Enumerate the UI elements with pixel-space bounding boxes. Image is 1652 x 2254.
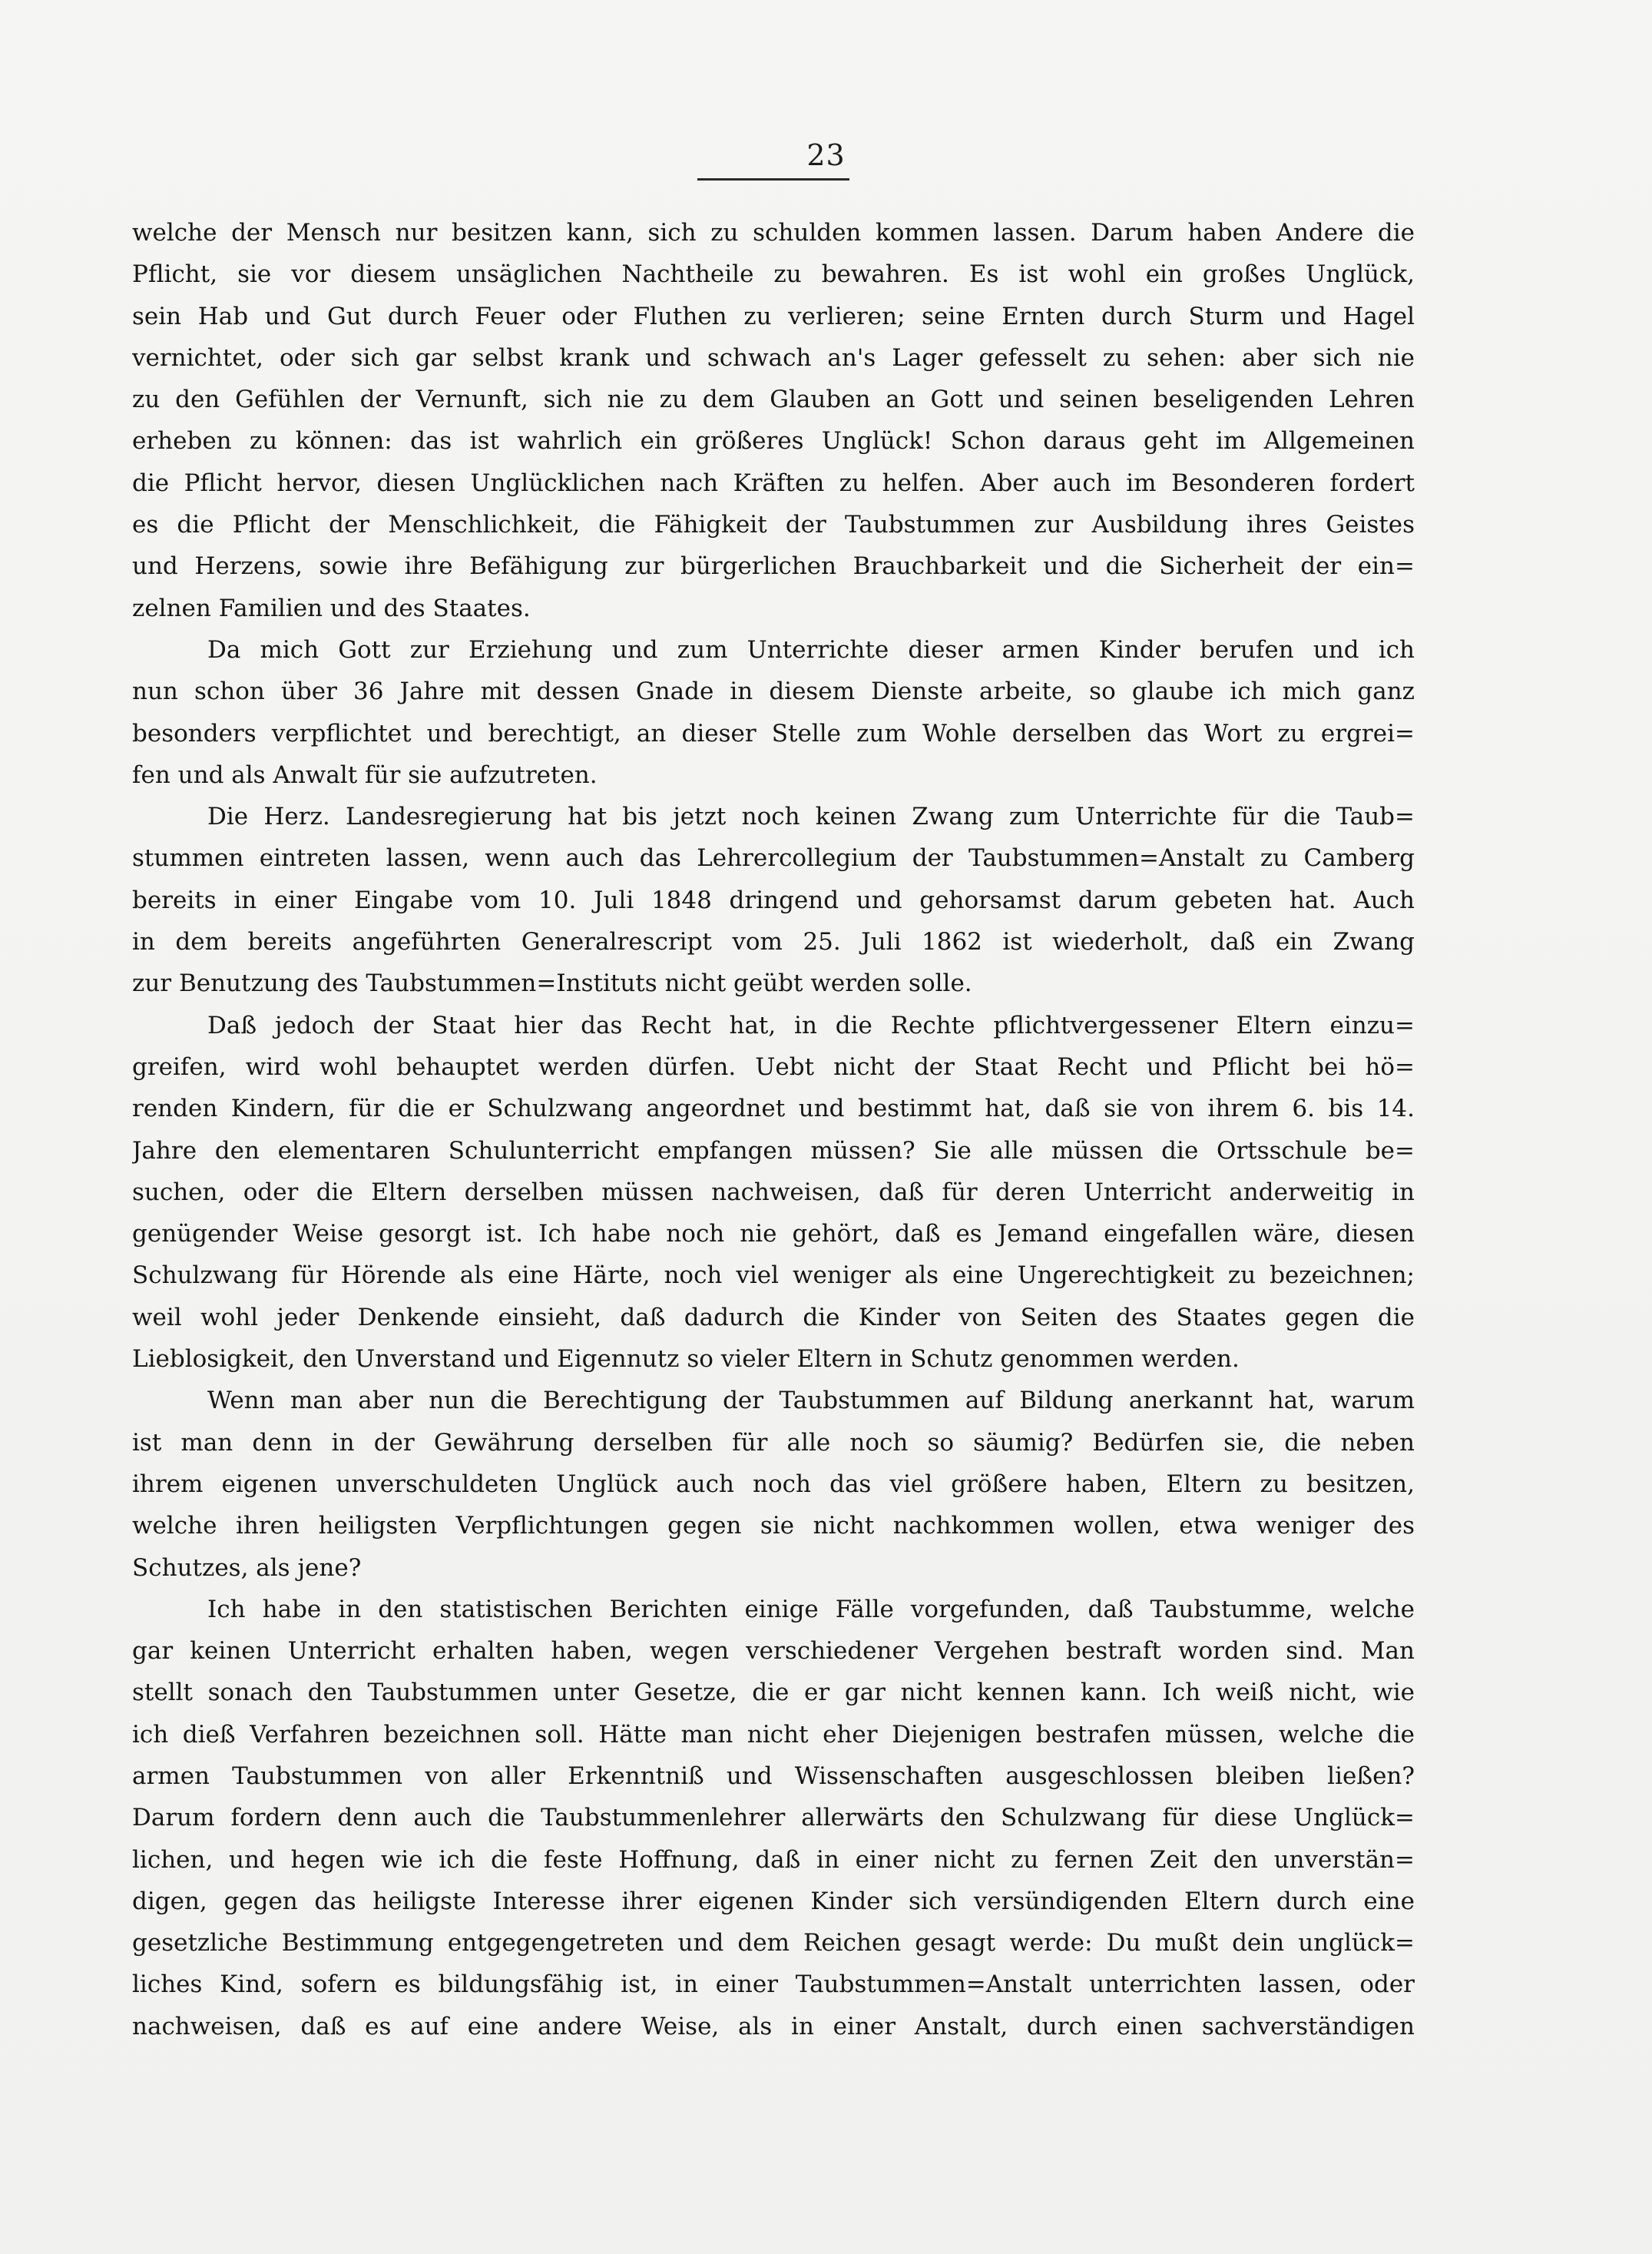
text-line: genügender Weise gesorgt ist. Ich habe noch nie gehört, daß es Jemand eingefallen wäre, diesen bbox=[132, 1220, 1415, 1248]
body-text bbox=[132, 212, 1415, 2047]
text-line: weil wohl jeder Denkende einsieht, daß dadurch die Kinder von Seiten des Staates gegen die bbox=[132, 1303, 1415, 1331]
paragraph bbox=[132, 629, 1415, 796]
text-line: digen, gegen das heiligste Interesse ihrer eigenen Kinder sich versündigenden Eltern durch eine bbox=[132, 1887, 1415, 1915]
text-line: Jahre den elementaren Schulunterricht empfangen müssen? Sie alle müssen die Ortsschule be= bbox=[132, 1136, 1415, 1165]
text-line: armen Taubstummen von aller Erkenntniß und Wissenschaften ausgeschlossen bleiben ließen? bbox=[132, 1762, 1415, 1790]
text-line: bereits in einer Eingabe vom 10. Juli 1848 dringend und gehorsamst darum gebeten hat. Auch bbox=[132, 886, 1415, 914]
text-line: liches Kind, sofern es bildungsfähig ist, in einer Taubstummen=Anstalt unterrichten lassen, oder bbox=[132, 1971, 1415, 1999]
text-line: ihrem eigenen unverschuldeten Unglück auch noch das viel größere haben, Eltern zu besitzen, bbox=[132, 1470, 1415, 1498]
text-line: Darum fordern denn auch die Taubstummenlehrer allerwärts den Schulzwang für diese Unglück= bbox=[132, 1804, 1415, 1832]
paragraph bbox=[132, 796, 1415, 1004]
text-line: stellt sonach den Taubstummen unter Gesetze, die er gar nicht kennen kann. Ich weiß nicht, wie bbox=[132, 1679, 1415, 1707]
text-line: erheben zu können: das ist wahrlich ein größeres Unglück! Schon daraus geht im Allgemeinen bbox=[132, 427, 1415, 456]
text-line: besonders verpflichtet und berechtigt, an dieser Stelle zum Wohle derselben das Wort zu ergrei= bbox=[132, 719, 1415, 747]
text-line: und Herzens, sowie ihre Befähigung zur bürgerlichen Brauchbarkeit und die Sicherheit der ein= bbox=[132, 552, 1415, 581]
text-line: gesetzliche Bestimmung entgegengetreten und dem Reichen gesagt werde: Du mußt dein unglück= bbox=[132, 1929, 1415, 1957]
text-line: suchen, oder die Eltern derselben müssen nachweisen, daß für deren Unterricht anderweitig in bbox=[132, 1178, 1415, 1206]
text-line: gar keinen Unterricht erhalten haben, wegen verschiedener Vergehen bestraft worden sind. Man bbox=[132, 1637, 1415, 1666]
text-line: nachweisen, daß es auf eine andere Weise, als in einer Anstalt, durch einen sachverständigen bbox=[132, 2012, 1415, 2040]
text-line: fen und als Anwalt für sie aufzutreten. bbox=[132, 761, 598, 789]
text-line: renden Kindern, für die er Schulzwang angeordnet und bestimmt hat, daß sie von ihrem 6. bis 14. bbox=[132, 1095, 1415, 1123]
text-line: die Pflicht hervor, diesen Unglücklichen nach Kräften zu helfen. Aber auch im Besonderen fordert bbox=[132, 469, 1415, 497]
text-line: welche ihren heiligsten Verpflichtungen gegen sie nicht nachkommen wollen, etwa weniger des bbox=[132, 1512, 1415, 1540]
paragraph bbox=[132, 1589, 1415, 2047]
text-line: Die Herz. Landesregierung hat bis jetzt noch keinen Zwang zum Unterrichte für die Taub= bbox=[207, 803, 1415, 831]
paragraph bbox=[132, 1005, 1415, 1381]
text-line: zelnen Familien und des Staates. bbox=[132, 594, 531, 622]
text-line: Daß jedoch der Staat hier das Recht hat, in die Rechte pflichtvergessener Eltern einzu= bbox=[207, 1011, 1415, 1039]
paragraph bbox=[132, 212, 1415, 629]
text-line: stummen eintreten lassen, wenn auch das Lehrercollegium der Taubstummen=Anstalt zu Camberg bbox=[132, 844, 1415, 873]
text-line: welche der Mensch nur besitzen kann, sich zu schulden kommen lassen. Darum haben Andere die bbox=[132, 219, 1415, 247]
text-line: zur Benutzung des Taubstummen=Instituts nicht geübt werden solle. bbox=[132, 970, 972, 998]
text-line: Ich habe in den statistischen Berichten einige Fälle vorgefunden, daß Taubstumme, welche bbox=[207, 1595, 1415, 1623]
text-line: zu den Gefühlen der Vernunft, sich nie zu dem Glauben an Gott und seinen beseligenden Lehren bbox=[132, 386, 1415, 414]
page-number: 23 bbox=[806, 138, 846, 172]
text-line: nun schon über 36 Jahre mit dessen Gnade in diesem Dienste arbeite, so glaube ich mich ganz bbox=[132, 678, 1415, 706]
paragraph bbox=[132, 1380, 1415, 1588]
text-line: Pflicht, sie vor diesem unsäglichen Nachtheile zu bewahren. Es ist wohl ein großes Unglück, bbox=[132, 260, 1415, 289]
text-line: lichen, und hegen wie ich die feste Hoffnung, daß in einer nicht zu fernen Zeit den unverstän= bbox=[132, 1845, 1415, 1874]
text-line: Wenn man aber nun die Berechtigung der Taubstummen auf Bildung anerkannt hat, warum bbox=[207, 1387, 1415, 1415]
text-line: greifen, wird wohl behauptet werden dürfen. Uebt nicht der Staat Recht und Pflicht bei hö= bbox=[132, 1052, 1415, 1081]
text-line: ich dieß Verfahren bezeichnen soll. Hätte man nicht eher Diejenigen bestrafen müssen, welche die bbox=[132, 1720, 1415, 1749]
text-line: ist man denn in der Gewährung derselben für alle noch so säumig? Bedürfen sie, die neben bbox=[132, 1428, 1415, 1457]
text-line: Schulzwang für Hörende als eine Härte, noch viel weniger als eine Ungerechtigkeit zu bezeichnen; bbox=[132, 1261, 1415, 1290]
text-line: Schutzes, als jene? bbox=[132, 1553, 362, 1582]
text-line: vernichtet, oder sich gar selbst krank und schwach an's Lager gefesselt zu sehen: aber sich nie bbox=[132, 343, 1415, 372]
text-line: es die Pflicht der Menschlichkeit, die Fähigkeit der Taubstummen zur Ausbildung ihres Geistes bbox=[132, 511, 1415, 539]
header-rule bbox=[697, 178, 849, 181]
text-line: Lieblosigkeit, den Unverstand und Eigennutz so vieler Eltern in Schutz genommen werden. bbox=[132, 1345, 1240, 1374]
text-line: sein Hab und Gut durch Feuer oder Fluthen zu verlieren; seine Ernten durch Sturm und Hagel bbox=[132, 302, 1415, 330]
text-line: in dem bereits angeführten Generalrescript vom 25. Juli 1862 ist wiederholt, daß ein Zwang bbox=[132, 928, 1415, 956]
text-line: Da mich Gott zur Erziehung und zum Unterrichte dieser armen Kinder berufen und ich bbox=[207, 635, 1415, 664]
